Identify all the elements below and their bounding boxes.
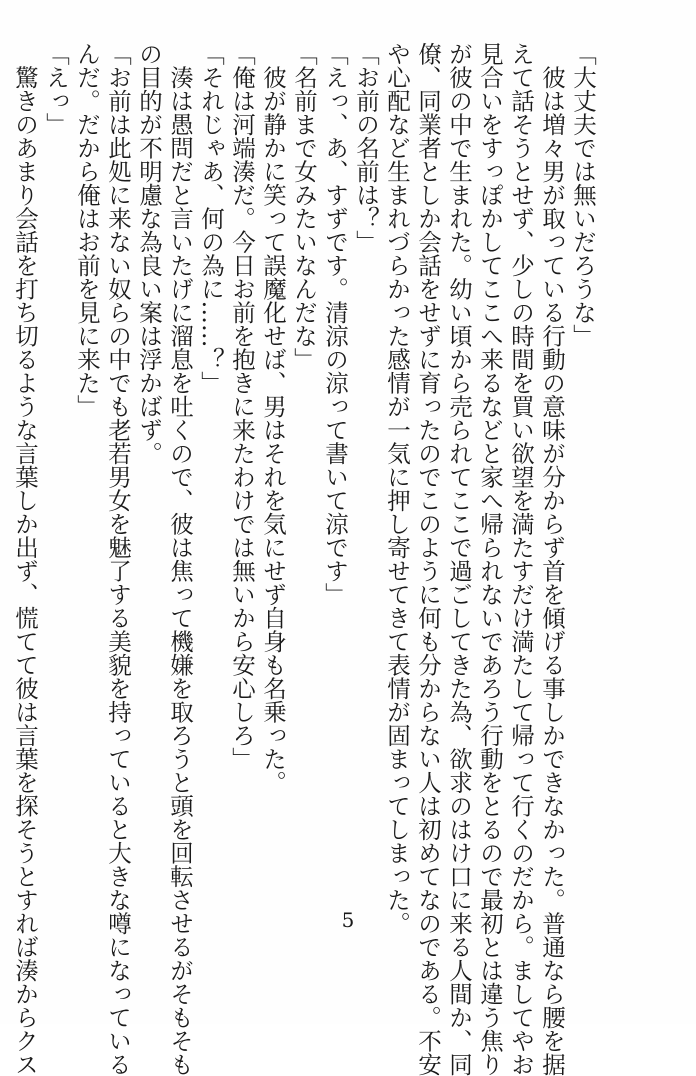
text-column: が彼の中で生まれた。幼い頃から売られてここで過ごしてきた為、欲求のはけ口に来る人間か、同: [445, 42, 473, 1076]
text-column: の目的が不明慮な為良い案は浮かばず。: [135, 42, 163, 465]
text-column: 彼が静かに笑って誤魔化せば、男はそれを気にせず自身も名乗った。: [259, 42, 287, 794]
text-column: 「お前は此処に来ない奴らの中でも老若男女を魅了する美貌を持っていると大きな噂になっている: [104, 42, 132, 1076]
text-column: 彼は増々男が取っている行動の意味が分からず首を傾げる事しかできなかった。普通なら腰を据: [538, 42, 566, 1076]
text-column: 驚きのあまり会話を打ち切るような言葉しか出ず、慌てて彼は言葉を探そうとすれば湊からクス: [11, 42, 39, 1076]
text-column: 湊は愚問だと言いたげに溜息を吐くので、彼は焦って機嫌を取ろうと頭を回転させるがそもそも: [166, 42, 194, 1076]
text-column: 「えっ」: [42, 42, 70, 136]
text-column: えて話そうとせず、少しの時間を買い欲望を満たすだけ満たして帰って行くのだから。ましてやお: [507, 42, 535, 1076]
text-column: 「それじゃあ、何の為に……？」: [197, 42, 225, 395]
text-column: 「お前の名前は？」: [352, 42, 380, 254]
text-column: 「大丈夫では無いだろうな」: [569, 42, 597, 348]
text-column: 「俺は河端湊だ。今日お前を抱きに来たわけでは無いから安心しろ」: [228, 42, 256, 771]
text-column: 「名前まで女みたいなんだな」: [290, 42, 318, 371]
text-column: 「えっ、あ、すずです。清涼の涼って書いて涼です」: [321, 42, 349, 606]
vertical-text-body: [9, 42, 598, 1076]
text-column: んだ。だから俺はお前を見に来た」: [73, 42, 101, 418]
text-column: や心配など生まれづらかった感情が一気に押し寄せてきて表情が固まってしまった。: [383, 42, 411, 935]
text-column: 見合いをすっぽかしてここへ来るなどと家へ帰られないであろう行動をとるので最初とは違う焦り: [476, 42, 504, 1076]
page-number: 5: [341, 908, 355, 932]
text-column: 僚、同業者としか会話をせずに育ったのでこのように何も分からない人は初めてなのである。不安: [414, 42, 442, 1076]
